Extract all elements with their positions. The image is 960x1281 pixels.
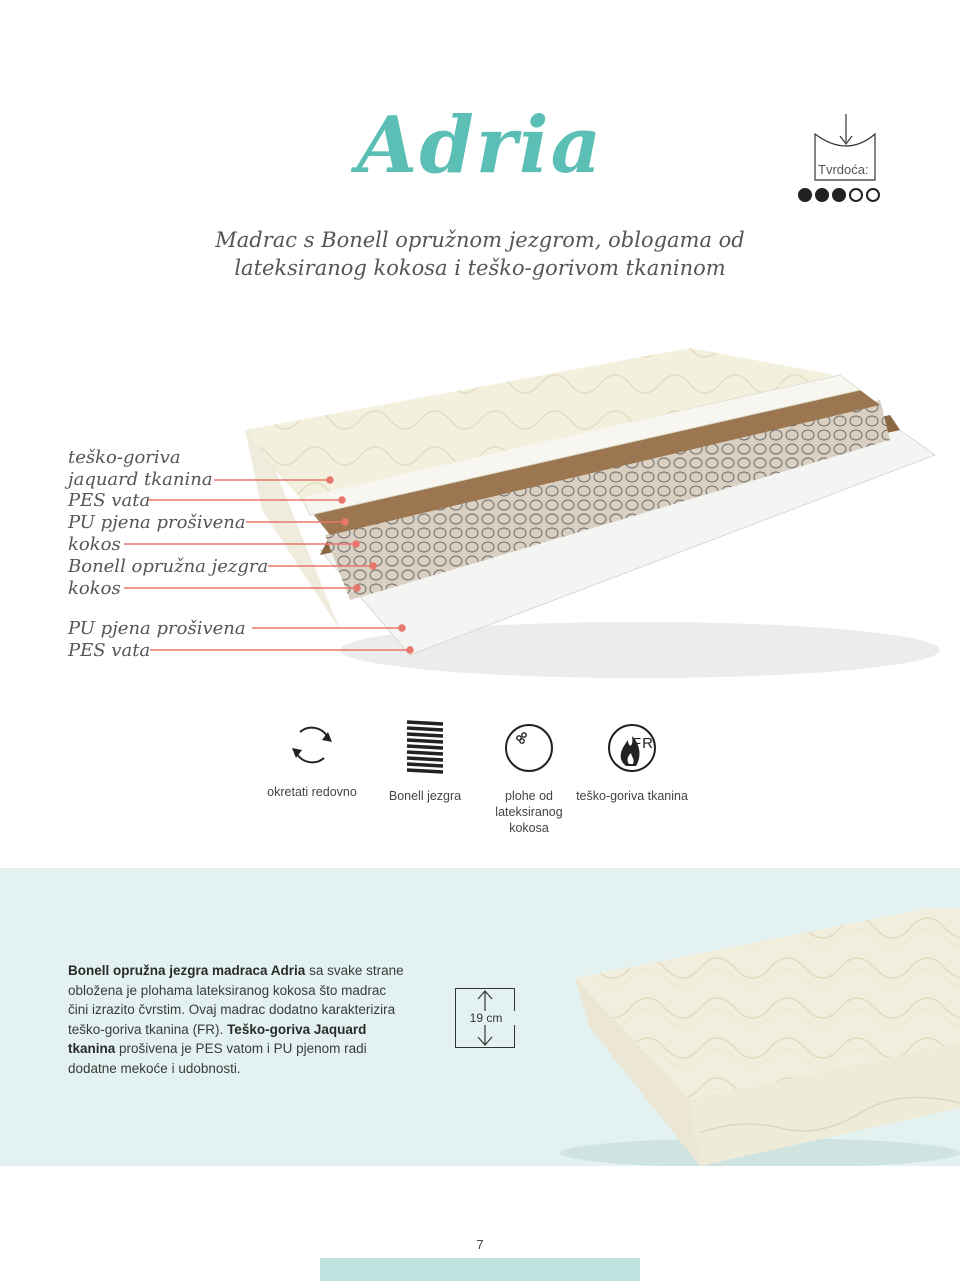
layer-label-pu-bottom: PU pjena prošivena xyxy=(68,618,246,639)
feature-label: kokosa xyxy=(509,821,549,835)
firmness-dot xyxy=(849,188,863,202)
product-title: Adria xyxy=(356,100,604,191)
firmness-dot xyxy=(832,188,846,202)
description-bold: Teško-goriva Jaquard tkanina xyxy=(68,1021,367,1056)
layer-label-coconut-bottom: kokos xyxy=(68,578,121,599)
layer-label-pes-top: PES vata xyxy=(68,490,151,511)
description-text: sa svake strane obložena je plohama lateksiranog kokosa što madrac čini izrazito čvrstim. Ovaj madrac dodatno karakterizira teško-goriva tkanina (FR). xyxy=(68,963,404,1037)
layer-label-pes-bottom: PES vata xyxy=(68,640,151,661)
firmness-dot xyxy=(815,188,829,202)
layer-label-fabric-1: teško-goriva xyxy=(68,447,181,468)
feature-label: teško-goriva tkanina xyxy=(576,789,688,803)
feature-label: okretati redovno xyxy=(267,785,357,799)
coconut-icon xyxy=(503,718,555,774)
subtitle-line: lateksiranog kokosa i teško-gorivom tkaninom xyxy=(234,256,726,280)
firmness-indicator xyxy=(798,112,898,212)
feature-fire-retardant xyxy=(572,718,692,804)
feature-label: lateksiranog xyxy=(495,805,563,819)
firmness-dot xyxy=(866,188,880,202)
height-label: 19 cm xyxy=(456,1011,516,1025)
layer-label-spring-core: Bonell opružna jezgra xyxy=(68,556,269,577)
firmness-label: Tvrdoća: xyxy=(818,162,869,177)
description-bold: Bonell opružna jezgra madraca Adria xyxy=(68,963,306,978)
feature-spring xyxy=(380,718,470,804)
product-description xyxy=(68,961,408,1078)
firmness-dot xyxy=(798,188,812,202)
feature-label: plohe od xyxy=(505,789,553,803)
description-text: prošivena je PES vatom i PU pjenom radi dodatne mekoće i udobnosti. xyxy=(68,1041,367,1076)
product-subtitle xyxy=(0,226,960,282)
layer-label-pu-top: PU pjena prošivena xyxy=(68,512,246,533)
subtitle-line: Madrac s Bonell opružnom jezgrom, oblogama od xyxy=(215,228,745,252)
rotate-icon xyxy=(288,718,336,770)
feature-rotate xyxy=(262,718,362,800)
feature-coconut xyxy=(484,718,574,836)
footer-bar xyxy=(320,1258,640,1281)
layer-label-fabric-2: jaquard tkanina xyxy=(68,469,213,490)
spring-icon xyxy=(403,718,447,774)
layer-label-coconut-top: kokos xyxy=(68,534,121,555)
page-number: 7 xyxy=(476,1237,484,1252)
feature-label: Bonell jezgra xyxy=(388,789,462,803)
height-indicator xyxy=(455,988,515,1048)
fr-mark: FR xyxy=(632,735,654,752)
firmness-dots xyxy=(798,188,880,202)
